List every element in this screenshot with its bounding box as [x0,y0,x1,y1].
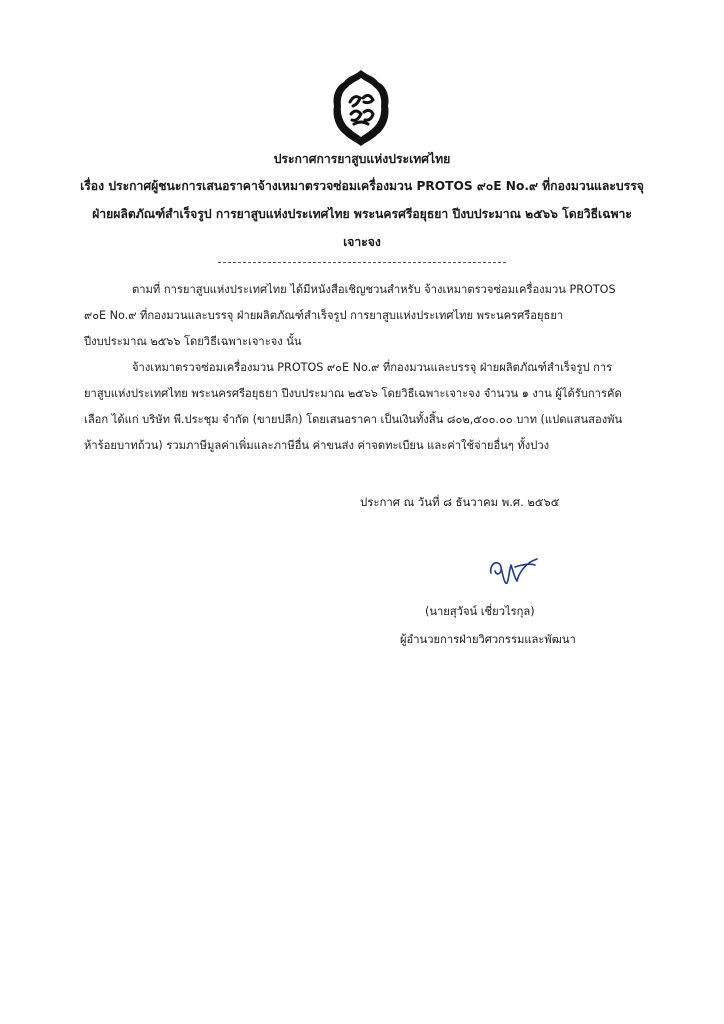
signer-title: ผู้อำนวยการฝ่ายวิศวกรรมและพัฒนา [400,633,576,646]
subject-line-2: ฝ่ายผลิตภัณฑ์สำเร็จรูป การยาสูบแห่งประเทศไทย พระนครศรีอยุธยา ปีงบประมาณ ๒๕๖๖ โดยวิธีเฉพาะ [92,207,632,221]
tobacco-authority-emblem-icon [330,68,392,148]
subject-line-1: เรื่อง ประกาศผู้ชนะการเสนอราคาจ้างเหมาตรวจซ่อมเครื่องมวน PROTOS ๙๐E No.๙ ที่กองมวนและบรรจุ [80,179,644,193]
subject-line-3: เจาะจง [343,235,381,249]
paragraph-2-line-1: จ้างเหมาตรวจซ่อมเครื่องมวน PROTOS ๙๐E No.๙ ที่กองมวนและบรรจุ ฝ่ายผลิตภัณฑ์สำเร็จรูป การ [132,361,613,374]
signer-name: (นายสุวัจน์ เชี่ยวไรกุล) [425,605,535,618]
announcement-date: ประกาศ ณ วันที่ ๘ ธันวาคม พ.ศ. ๒๕๖๕ [360,495,560,509]
paragraph-2-line-3: เลือก ได้แก่ บริษัท พี.ประชุม จำกัด (ขายปลีก) โดยเสนอราคา เป็นเงินทั้งสิ้น ๘๐๒,๕๐๐.๐๐ บาท (แปดแสนสองพัน [84,413,623,426]
organization-heading: ประกาศการยาสูบแห่งประเทศไทย [273,152,451,166]
paragraph-1-line-2: ๙๐E No.๙ ที่กองมวนและบรรจุ ฝ่ายผลิตภัณฑ์สำเร็จรูป การยาสูบแห่งประเทศไทย พระนครศรีอยุธยา [84,309,564,322]
section-divider [218,262,506,263]
paragraph-2-line-2: ยาสูบแห่งประเทศไทย พระนครศรีอยุธยา ปีงบประมาณ ๒๕๖๖ โดยวิธีเฉพาะเจาะจง จำนวน ๑ งาน ผู้ได้รับการคัด [84,387,622,400]
paragraph-2-line-4: ห้าร้อยบาทถ้วน) รวมภาษีมูลค่าเพิ่มและภาษีอื่น ค่าขนส่ง ค่าจดทะเบียน และค่าใช้จ่ายอื่นๆ ทั้งปวง [84,439,550,452]
handwritten-signature-icon [485,553,545,587]
paragraph-1-line-1: ตามที่ การยาสูบแห่งประเทศไทย ได้มีหนังสือเชิญชวนสำหรับ จ้างเหมาตรวจซ่อมเครื่องมวน PROTOS [132,283,616,296]
paragraph-1-line-3: ปีงบประมาณ ๒๕๖๖ โดยวิธีเฉพาะเจาะจง นั้น [84,335,302,348]
